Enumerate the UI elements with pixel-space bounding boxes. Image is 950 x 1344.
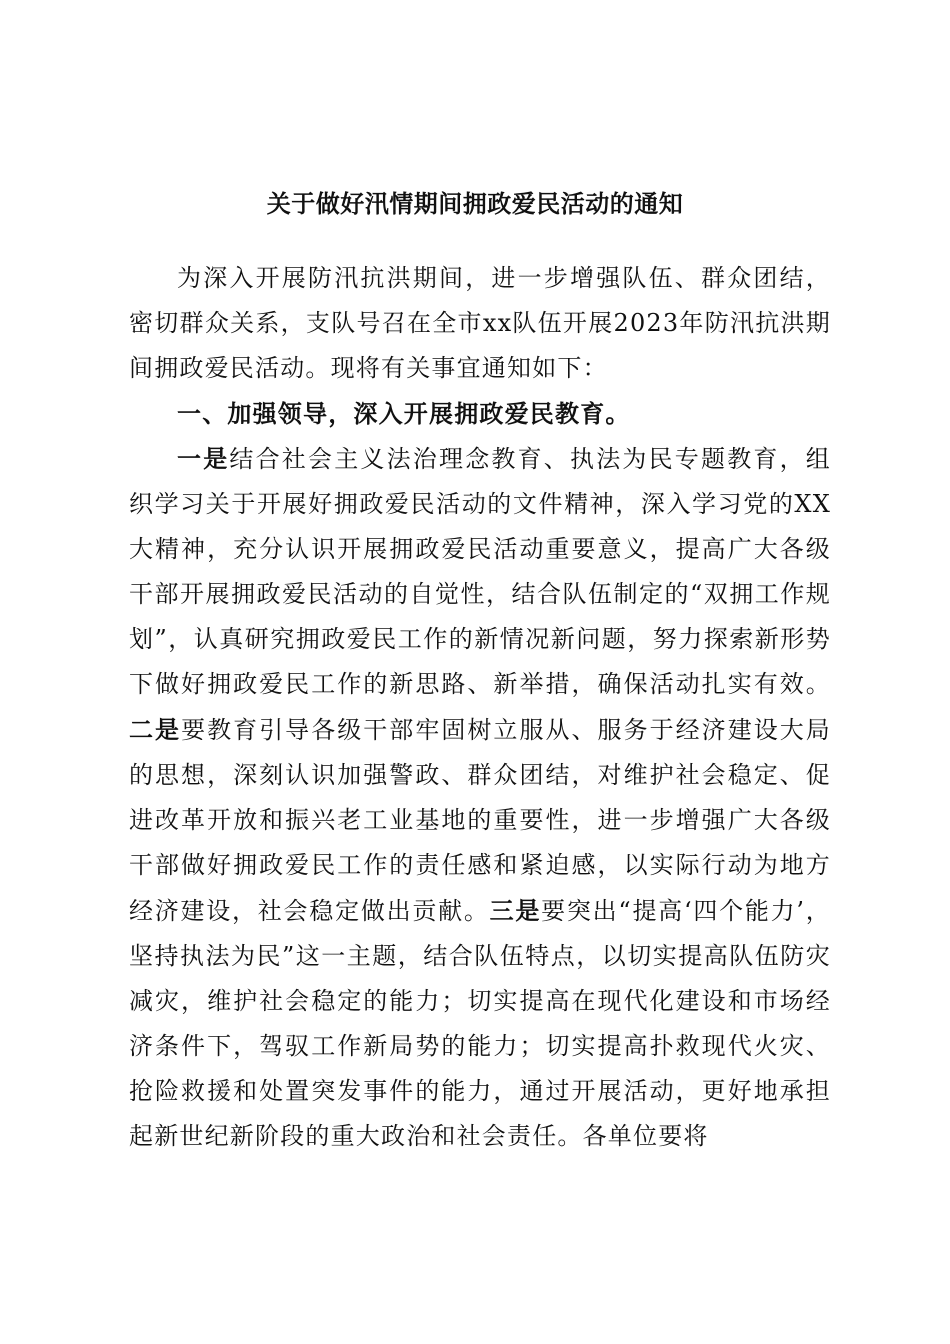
section-heading: 一、加强领导，深入开展拥政爱民教育。 <box>177 399 631 428</box>
point-text-3: 要突出“提高‘四个能力’，坚持执法为民”这一主题，结合队伍特点，以切实提高队伍防灾减灾，维护社会稳定的能力；切实提高在现代化建设和市场经济条件下，驾驭工作新局势的能力；切实提高扑救现代火灾、抢险救援和处置突发事件的能力，通过开展活动，更好地承担起新世纪新阶段的重大政治和社会责任。各单位要将 <box>129 897 831 1150</box>
document-title: 关于做好汛情期间拥政爱民活动的通知 <box>266 189 684 218</box>
point-label-1: 一是 <box>177 444 230 473</box>
point-text-1: 结合社会主义法治理念教育、执法为民专题教育，组织学习关于开展好拥政爱民活动的文件精神，深入学习党的XX大精神，充分认识开展拥政爱民活动重要意义，提高广大各级干部开展拥政爱民活动的自觉性，结合队伍制定的“双拥工作规划”，认真研究拥政爱民工作的新情况新问题，努力探索新形势下做好拥政爱民工作的新思路、新举措，确保活动扎实有效。 <box>129 445 831 698</box>
document-body <box>129 256 831 1159</box>
section-paragraph <box>129 436 831 1159</box>
point-label-3: 三是 <box>489 896 542 925</box>
intro-paragraph: 为深入开展防汛抗洪期间，进一步增强队伍、群众团结，密切群众关系，支队号召在全市xx队伍开展2023年防汛抗洪期间拥政爱民活动。现将有关事宜通知如下： <box>129 264 831 382</box>
point-text-2: 要教育引导各级干部牢固树立服从、服务于经济建设大局的思想，深刻认识加强警政、群众团结，对维护社会稳定、促进改革开放和振兴老工业基地的重要性，进一步增强广大各级干部做好拥政爱民工作的责任感和紧迫感，以实际行动为地方经济建设，社会稳定做出贡献。 <box>129 716 831 925</box>
point-label-2: 二是 <box>129 715 182 744</box>
